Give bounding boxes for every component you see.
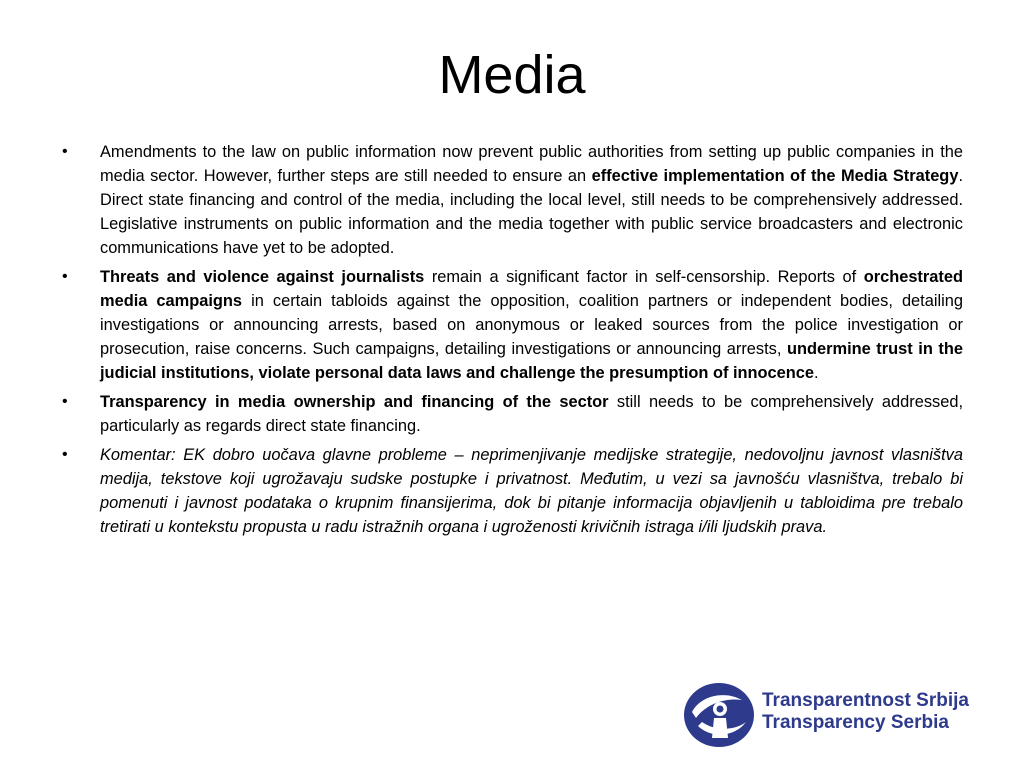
bullet-marker: • xyxy=(62,446,68,463)
logo-line-serbian: Transparentnost Srbija xyxy=(762,690,969,711)
text-segment-bold: effective implementation of the Media Strategy xyxy=(591,167,959,185)
bullet-item xyxy=(62,265,963,385)
logo-line-english: Transparency Serbia xyxy=(762,712,949,733)
text-segment-bold: Transparency in media ownership and financing of the sector xyxy=(100,393,609,411)
text-segment-bold: orchestrated media campaigns xyxy=(100,268,963,310)
bullet-marker: • xyxy=(62,268,68,285)
bullet-item xyxy=(62,390,963,438)
text-segment: remain a significant factor in self-censorship. Reports of xyxy=(424,268,864,286)
bullet-item xyxy=(62,443,963,539)
bullet-marker: • xyxy=(62,393,68,410)
text-segment: . xyxy=(814,364,819,382)
bullet-text xyxy=(100,268,963,382)
bullet-text xyxy=(100,143,963,257)
transparency-serbia-logo xyxy=(680,680,1010,752)
text-segment: . Direct state financing and control of the media, including the local level, still needs to be comprehensively addressed. Legislative instruments on public information and the media together with public service broadcasters and electronic communications have yet to be adopted. xyxy=(100,167,963,257)
comment-text: Komentar: EK dobro uočava glavne probleme – neprimenjivanje medijske strategije, nedovoljnu javnost vlasništva medija, tekstove koji ugrožavaju sudske postupke i privatnost. Međutim, u vezi sa javnošću vlasništva, trebalo bi pomenuti i javnost podataka o krupnim finansijerima, dok bi pitanje informacija objavljenih u tabloidima pre trebalo tretirati u kontekstu propusta u radu istražnih organa i ugroženosti krivičnih istraga i/ili ljudskih prava. xyxy=(100,446,963,536)
text-segment-bold: undermine trust in the judicial institutions, violate personal data laws and challenge the presumption of innocence xyxy=(100,340,963,382)
text-segment: Amendments to the law on public information now prevent public authorities from setting up public companies in the media sector. However, further steps are still needed to ensure an xyxy=(100,143,963,185)
text-segment: in certain tabloids against the opposition, coalition partners or independent bodies, detailing investigations or announcing arrests, based on anonymous or leaked sources from the police investigation or prosecution, raise concerns. Such campaigns, detailing investigations or announcing arrests, xyxy=(100,292,964,358)
bullet-text xyxy=(100,393,963,435)
transparency-logo-icon xyxy=(682,682,756,748)
text-segment-bold: Threats and violence against journalists xyxy=(100,268,425,286)
bullet-item xyxy=(62,140,963,260)
text-segment: still needs to be comprehensively addressed, particularly as regards direct state financing. xyxy=(100,393,963,435)
bullet-marker: • xyxy=(62,143,68,160)
bullet-list xyxy=(62,140,963,544)
logo-text xyxy=(762,690,1012,734)
slide-title: Media xyxy=(438,45,586,105)
